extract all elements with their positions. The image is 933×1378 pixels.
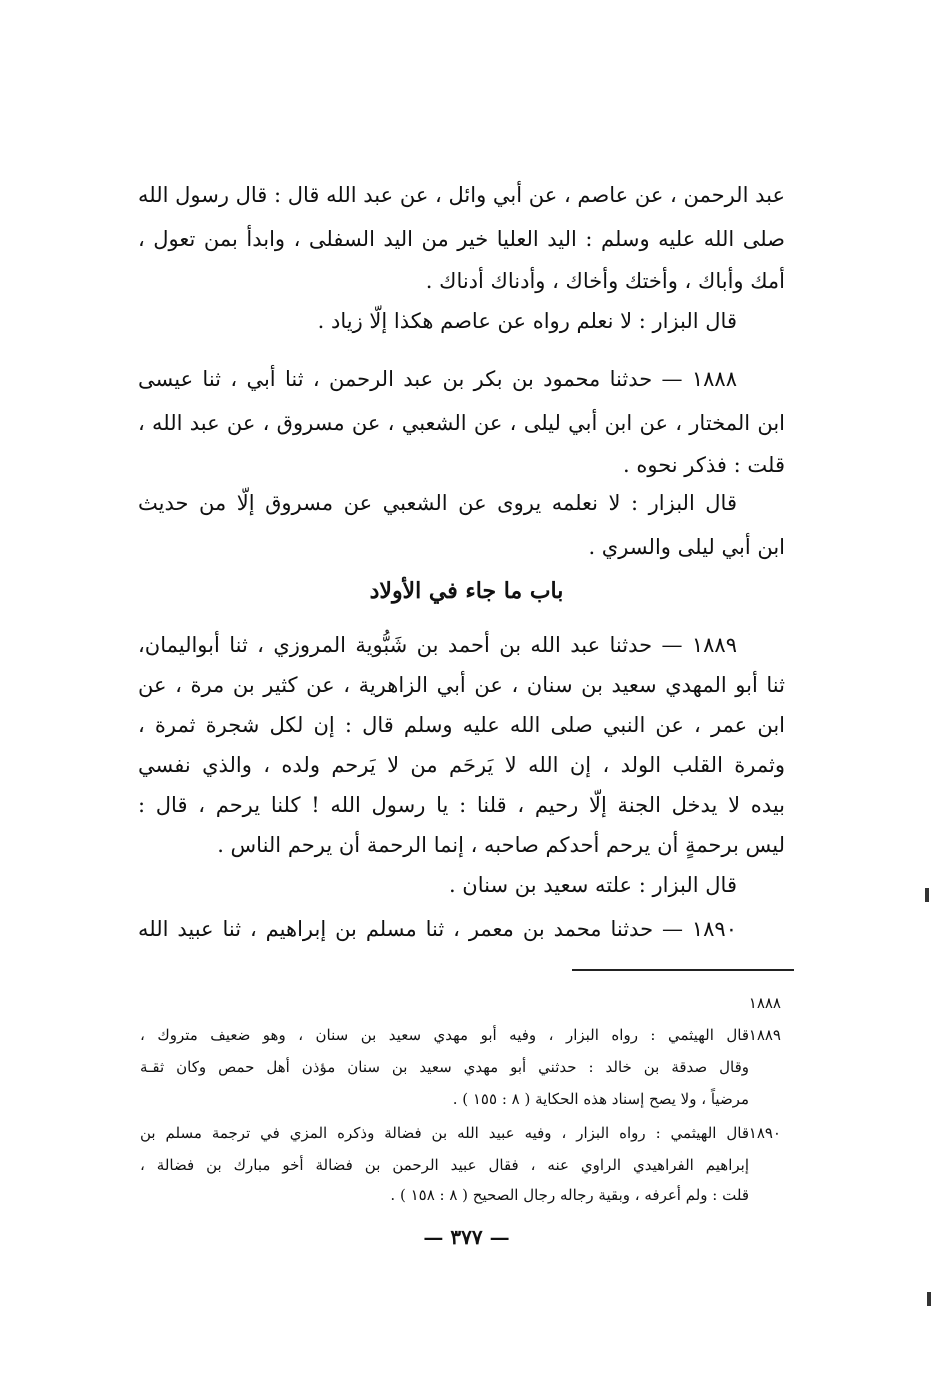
footnote-number: ١٨٨٩ — [748, 1026, 781, 1044]
text-line: ابن عمر ، عن النبي صلى الله عليه وسلم قال : إن لكل شجرة ثمرة ، — [138, 713, 785, 737]
text-line: قلت : فذكر نحوه . — [623, 453, 785, 477]
footnote-number: ١٨٨٨ — [748, 994, 781, 1012]
text-line: قال البزار : علته سعيد بن سنان . — [448, 873, 737, 897]
text-line: ابن المختار ، عن ابن أبي ليلى ، عن الشعبي ، عن مسروق ، عن عبد الله ، — [138, 411, 786, 435]
text-line: ابن أبي ليلى والسري . — [588, 535, 785, 559]
scan-edge-mark — [927, 1292, 931, 1306]
footnote-line: وقال صدقة بن خالد : حدثني أبو مهدي سعيد بن سنان مؤذن أهل حمص وكان ثقـة — [140, 1058, 749, 1076]
hadith-1888-line: ١٨٨٨ — حدثنا محمود بن بكر بن عبد الرحمن ، ثنا أبي ، ثنا عيسى — [138, 367, 737, 391]
footnote-line: مرضياً ، ولا يصح إسناد هذه الحكاية ( ٨ : ١٥٥ ) . — [452, 1090, 749, 1108]
page-number: — ٣٧٧ — — [423, 1225, 510, 1249]
text-line: صلى الله عليه وسلم : اليد العليا خير من اليد السفلى ، وابدأ بمن تعول ، — [138, 227, 785, 251]
section-heading: باب ما جاء في الأولاد — [369, 578, 564, 604]
footnote-separator — [572, 969, 794, 971]
footnote-line: قال الهيثمي : رواه البزار ، وفيه أبو مهدي سعيد بن سنان ، وهو ضعيف متروك ، — [140, 1026, 749, 1044]
text-line: ثنا أبو المهدي سعيد بن سنان ، عن أبي الزاهرية ، عن كثير بن مرة ، عن — [138, 673, 785, 697]
scan-edge-mark — [925, 888, 929, 902]
text-line: وثمرة القلب الولد ، إن الله لا يَرحَم من لا يَرحم ولده ، والذي نفسي — [138, 753, 785, 777]
text-line: أمك وأباك ، وأختك وأخاك ، وأدناك أدناك . — [425, 269, 785, 293]
footnote-line: إبراهيم الفراهيدي الراوي عنه ، فقال عبيد الرحمن بن فضالة أخو مبارك بن فضالة ، — [140, 1156, 749, 1174]
text-line: عبد الرحمن ، عن عاصم ، عن أبي وائل ، عن عبد الله قال : قال رسول الله — [138, 183, 785, 207]
hadith-1889-line: ١٨٨٩ — حدثنا عبد الله بن أحمد بن شَبُّوية المروزي ، ثنا أبواليمان، — [138, 633, 737, 657]
text-line: قال البزار : لا نعلمه يروى عن الشعبي عن مسروق إلّا من حديث — [138, 491, 737, 515]
footnote-number: ١٨٩٠ — [748, 1124, 781, 1142]
text-line: بيده لا يدخل الجنة إلّا رحيم ، قلنا : يا رسول الله ! كلنا يرحم ، قال : — [138, 793, 785, 817]
footnote-line: قلت : ولم أعرفه ، وبقية رجاله رجال الصحيح ( ٨ : ١٥٨ ) . — [390, 1186, 749, 1204]
footnote-line: قال الهيثمي : رواه البزار ، وفيه عبيد الله بن فضالة وذكره المزي في ترجمة مسلم بن — [140, 1124, 749, 1142]
hadith-1890-line: ١٨٩٠ — حدثنا محمد بن معمر ، ثنا مسلم بن إبراهيم ، ثنا عبيد الله — [138, 917, 737, 941]
text-line: ليس برحمةٍ أن يرحم أحدكم صاحبه ، إنما الرحمة أن يرحم الناس . — [217, 833, 785, 857]
text-line: قال البزار : لا نعلم رواه عن عاصم هكذا إلّا زياد . — [317, 309, 737, 333]
